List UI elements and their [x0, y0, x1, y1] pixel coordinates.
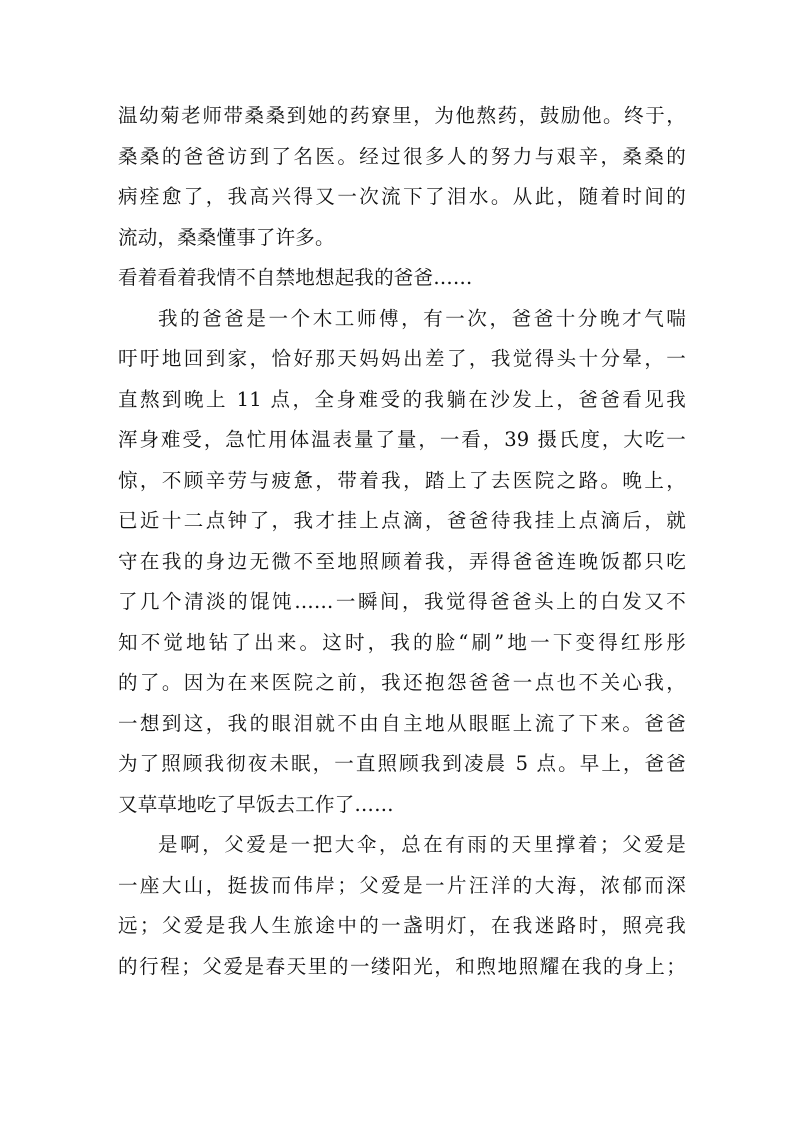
text-line: 守在我的身边无微不至地照顾着我，弄得爸爸连晚饭都只吃: [118, 549, 686, 573]
text-line: 的行程；父爱是春天里的一缕阳光，和煦地照耀在我的身上；: [118, 954, 686, 978]
text-line: 惊，不顾辛劳与疲惫，带着我，踏上了去医院之路。晚上，: [118, 468, 686, 492]
paragraph-first-line: 是啊，父爱是一把大伞，总在有雨的天里撑着；父爱是: [158, 833, 686, 856]
text-line: 吁吁地回到家，恰好那天妈妈出差了，我觉得头十分晕，一: [118, 347, 686, 370]
text-line: 知不觉地钻了出来。这时，我的脸“刷”地一下变得红彤彤: [118, 630, 686, 654]
text-line: 为了照顾我彻夜未眠，一直照顾我到凌晨 5 点。早上，爸爸: [118, 752, 686, 775]
text-line: 桑桑的爸爸访到了名医。经过很多人的努力与艰辛，桑桑的: [118, 144, 686, 168]
text-line: 了几个清淡的馄饨……一瞬间，我觉得爸爸头上的白发又不: [118, 590, 686, 613]
document-body: [118, 96, 686, 987]
text-line: 直熬到晚上 11 点，全身难受的我躺在沙发上，爸爸看见我: [118, 387, 686, 411]
text-line: 一想到这，我的眼泪就不由自主地从眼眶上流了下来。爸爸: [118, 711, 686, 735]
text-line: 温幼菊老师带桑桑到她的药寮里，为他熬药，鼓励他。终于，: [118, 104, 686, 127]
text-line: 病痊愈了，我高兴得又一次流下了泪水。从此，随着时间的: [118, 185, 686, 208]
text-line: 流动，桑桑懂事了许多。: [118, 225, 335, 249]
text-line: 看着看着我情不自禁地想起我的爸爸……: [118, 266, 473, 289]
text-line: 已近十二点钟了，我才挂上点滴，爸爸待我挂上点滴后，就: [118, 509, 686, 532]
text-line: 又草草地吃了早饭去工作了……: [118, 792, 394, 816]
text-line: 一座大山，挺拔而伟岸；父爱是一片汪洋的大海，浓郁而深: [118, 873, 686, 897]
text-line: 远；父爱是我人生旅途中的一盏明灯，在我迷路时，照亮我: [118, 914, 686, 937]
text-line: 的了。因为在来医院之前，我还抱怨爸爸一点也不关心我，: [118, 671, 686, 694]
text-line: 浑身难受，急忙用体温表量了量，一看，39 摄氏度，大吃一: [118, 428, 686, 451]
paragraph-first-line: 我的爸爸是一个木工师傅，有一次，爸爸十分晚才气喘: [158, 306, 686, 330]
